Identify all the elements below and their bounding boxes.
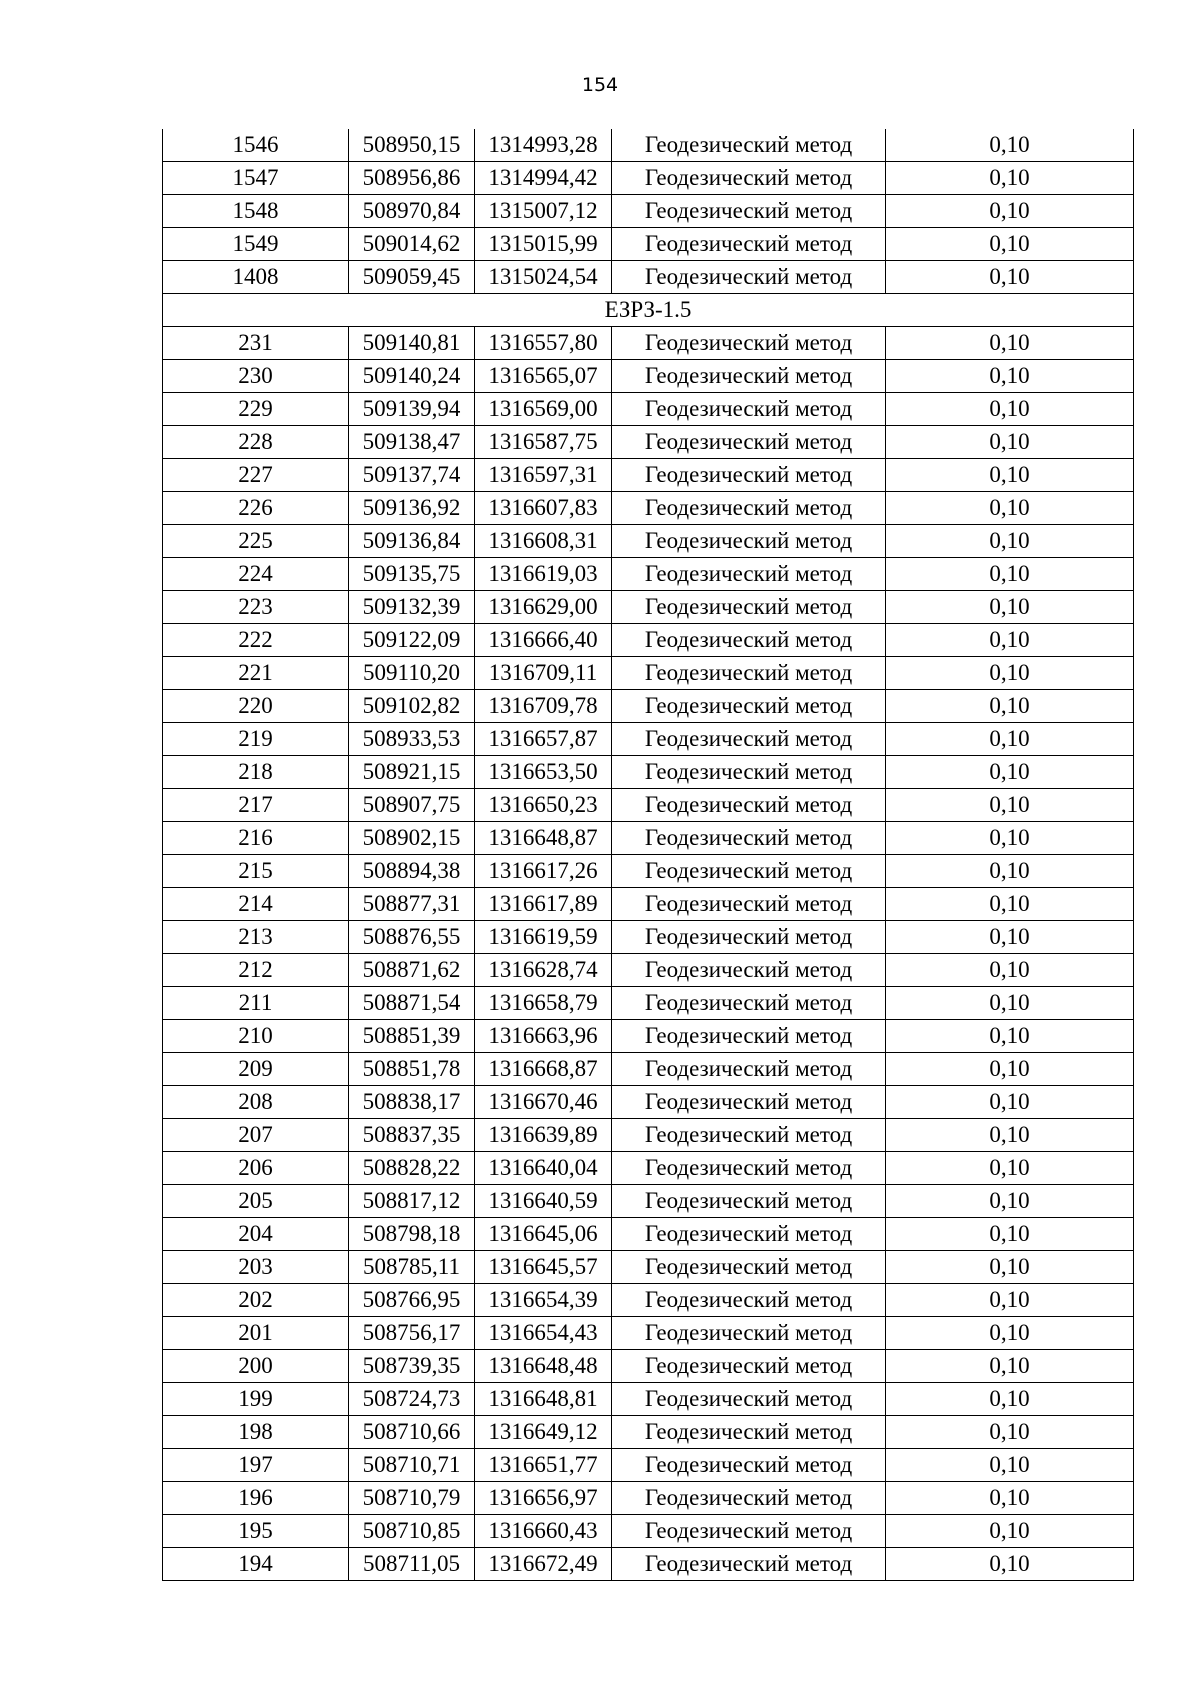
table-row [163, 228, 1134, 261]
x-coordinate-cell: 508921,15 [349, 756, 475, 789]
method-cell: Геодезический метод [612, 1086, 886, 1119]
table-row [163, 327, 1134, 360]
method-cell: Геодезический метод [612, 1251, 886, 1284]
point-number-cell: 221 [163, 657, 349, 690]
table-row [163, 723, 1134, 756]
x-coordinate-cell: 508710,66 [349, 1416, 475, 1449]
x-coordinate-cell: 509140,24 [349, 360, 475, 393]
table-row [163, 1482, 1134, 1515]
accuracy-cell: 0,10 [886, 855, 1134, 888]
y-coordinate-cell: 1316651,77 [475, 1449, 612, 1482]
table-row [163, 657, 1134, 690]
y-coordinate-cell: 1316619,59 [475, 921, 612, 954]
accuracy-cell: 0,10 [886, 1119, 1134, 1152]
accuracy-cell: 0,10 [886, 228, 1134, 261]
table-row [163, 426, 1134, 459]
table-row [163, 1053, 1134, 1086]
y-coordinate-cell: 1316709,78 [475, 690, 612, 723]
accuracy-cell: 0,10 [886, 360, 1134, 393]
table-row [163, 1416, 1134, 1449]
table-row [163, 459, 1134, 492]
accuracy-cell: 0,10 [886, 657, 1134, 690]
table-row [163, 162, 1134, 195]
table-row [163, 1152, 1134, 1185]
accuracy-cell: 0,10 [886, 822, 1134, 855]
point-number-cell: 204 [163, 1218, 349, 1251]
point-number-cell: 230 [163, 360, 349, 393]
y-coordinate-cell: 1314994,42 [475, 162, 612, 195]
point-number-cell: 1546 [163, 129, 349, 162]
accuracy-cell: 0,10 [886, 525, 1134, 558]
table-row [163, 888, 1134, 921]
x-coordinate-cell: 508766,95 [349, 1284, 475, 1317]
method-cell: Геодезический метод [612, 492, 886, 525]
table-row [163, 129, 1134, 162]
table-row [163, 1251, 1134, 1284]
y-coordinate-cell: 1314993,28 [475, 129, 612, 162]
table-row [163, 1449, 1134, 1482]
x-coordinate-cell: 508876,55 [349, 921, 475, 954]
x-coordinate-cell: 508710,71 [349, 1449, 475, 1482]
point-number-cell: 198 [163, 1416, 349, 1449]
table-row [163, 1218, 1134, 1251]
y-coordinate-cell: 1316650,23 [475, 789, 612, 822]
method-cell: Геодезический метод [612, 723, 886, 756]
x-coordinate-cell: 509139,94 [349, 393, 475, 426]
point-number-cell: 203 [163, 1251, 349, 1284]
y-coordinate-cell: 1316569,00 [475, 393, 612, 426]
table-row [163, 360, 1134, 393]
point-number-cell: 195 [163, 1515, 349, 1548]
coordinates-table-body [163, 129, 1134, 1581]
x-coordinate-cell: 508851,39 [349, 1020, 475, 1053]
x-coordinate-cell: 508710,79 [349, 1482, 475, 1515]
method-cell: Геодезический метод [612, 690, 886, 723]
x-coordinate-cell: 509014,62 [349, 228, 475, 261]
accuracy-cell: 0,10 [886, 1152, 1134, 1185]
x-coordinate-cell: 509132,39 [349, 591, 475, 624]
accuracy-cell: 0,10 [886, 1185, 1134, 1218]
y-coordinate-cell: 1316557,80 [475, 327, 612, 360]
method-cell: Геодезический метод [612, 393, 886, 426]
point-number-cell: 207 [163, 1119, 349, 1152]
table-row [163, 1383, 1134, 1416]
y-coordinate-cell: 1316666,40 [475, 624, 612, 657]
x-coordinate-cell: 508871,62 [349, 954, 475, 987]
point-number-cell: 211 [163, 987, 349, 1020]
y-coordinate-cell: 1316668,87 [475, 1053, 612, 1086]
point-number-cell: 218 [163, 756, 349, 789]
x-coordinate-cell: 508894,38 [349, 855, 475, 888]
point-number-cell: 199 [163, 1383, 349, 1416]
method-cell: Геодезический метод [612, 129, 886, 162]
point-number-cell: 209 [163, 1053, 349, 1086]
x-coordinate-cell: 508851,78 [349, 1053, 475, 1086]
section-title: ЕЗРЗ-1.5 [163, 294, 1134, 327]
x-coordinate-cell: 508933,53 [349, 723, 475, 756]
x-coordinate-cell: 509138,47 [349, 426, 475, 459]
y-coordinate-cell: 1316660,43 [475, 1515, 612, 1548]
point-number-cell: 206 [163, 1152, 349, 1185]
y-coordinate-cell: 1316645,57 [475, 1251, 612, 1284]
y-coordinate-cell: 1316656,97 [475, 1482, 612, 1515]
y-coordinate-cell: 1316654,43 [475, 1317, 612, 1350]
method-cell: Геодезический метод [612, 360, 886, 393]
point-number-cell: 228 [163, 426, 349, 459]
point-number-cell: 201 [163, 1317, 349, 1350]
x-coordinate-cell: 509136,84 [349, 525, 475, 558]
x-coordinate-cell: 509137,74 [349, 459, 475, 492]
method-cell: Геодезический метод [612, 1416, 886, 1449]
table-row [163, 624, 1134, 657]
point-number-cell: 1408 [163, 261, 349, 294]
y-coordinate-cell: 1316639,89 [475, 1119, 612, 1152]
method-cell: Геодезический метод [612, 789, 886, 822]
section-header-row [163, 294, 1134, 327]
accuracy-cell: 0,10 [886, 1482, 1134, 1515]
x-coordinate-cell: 508838,17 [349, 1086, 475, 1119]
accuracy-cell: 0,10 [886, 426, 1134, 459]
x-coordinate-cell: 509102,82 [349, 690, 475, 723]
y-coordinate-cell: 1316672,49 [475, 1548, 612, 1581]
x-coordinate-cell: 508711,05 [349, 1548, 475, 1581]
y-coordinate-cell: 1316565,07 [475, 360, 612, 393]
y-coordinate-cell: 1315024,54 [475, 261, 612, 294]
point-number-cell: 1547 [163, 162, 349, 195]
table-row [163, 855, 1134, 888]
x-coordinate-cell: 509110,20 [349, 657, 475, 690]
point-number-cell: 200 [163, 1350, 349, 1383]
point-number-cell: 215 [163, 855, 349, 888]
y-coordinate-cell: 1316645,06 [475, 1218, 612, 1251]
table-row [163, 492, 1134, 525]
method-cell: Геодезический метод [612, 426, 886, 459]
method-cell: Геодезический метод [612, 1449, 886, 1482]
table-row [163, 1119, 1134, 1152]
table-row [163, 987, 1134, 1020]
table-row [163, 1350, 1134, 1383]
y-coordinate-cell: 1315007,12 [475, 195, 612, 228]
accuracy-cell: 0,10 [886, 1548, 1134, 1581]
point-number-cell: 217 [163, 789, 349, 822]
accuracy-cell: 0,10 [886, 558, 1134, 591]
x-coordinate-cell: 508798,18 [349, 1218, 475, 1251]
y-coordinate-cell: 1316629,00 [475, 591, 612, 624]
accuracy-cell: 0,10 [886, 195, 1134, 228]
point-number-cell: 212 [163, 954, 349, 987]
x-coordinate-cell: 508902,15 [349, 822, 475, 855]
table-row [163, 261, 1134, 294]
method-cell: Геодезический метод [612, 822, 886, 855]
x-coordinate-cell: 509122,09 [349, 624, 475, 657]
accuracy-cell: 0,10 [886, 1020, 1134, 1053]
table-row [163, 558, 1134, 591]
accuracy-cell: 0,10 [886, 1449, 1134, 1482]
method-cell: Геодезический метод [612, 1482, 886, 1515]
method-cell: Геодезический метод [612, 954, 886, 987]
x-coordinate-cell: 508756,17 [349, 1317, 475, 1350]
table-row [163, 690, 1134, 723]
method-cell: Геодезический метод [612, 1053, 886, 1086]
point-number-cell: 225 [163, 525, 349, 558]
method-cell: Геодезический метод [612, 591, 886, 624]
x-coordinate-cell: 508785,11 [349, 1251, 475, 1284]
point-number-cell: 202 [163, 1284, 349, 1317]
y-coordinate-cell: 1316617,89 [475, 888, 612, 921]
point-number-cell: 226 [163, 492, 349, 525]
y-coordinate-cell: 1316709,11 [475, 657, 612, 690]
x-coordinate-cell: 508871,54 [349, 987, 475, 1020]
accuracy-cell: 0,10 [886, 1251, 1134, 1284]
table-row [163, 1515, 1134, 1548]
accuracy-cell: 0,10 [886, 1383, 1134, 1416]
accuracy-cell: 0,10 [886, 624, 1134, 657]
accuracy-cell: 0,10 [886, 393, 1134, 426]
point-number-cell: 229 [163, 393, 349, 426]
accuracy-cell: 0,10 [886, 756, 1134, 789]
table-row [163, 195, 1134, 228]
x-coordinate-cell: 508877,31 [349, 888, 475, 921]
point-number-cell: 196 [163, 1482, 349, 1515]
x-coordinate-cell: 508828,22 [349, 1152, 475, 1185]
point-number-cell: 216 [163, 822, 349, 855]
accuracy-cell: 0,10 [886, 1317, 1134, 1350]
accuracy-cell: 0,10 [886, 888, 1134, 921]
method-cell: Геодезический метод [612, 987, 886, 1020]
accuracy-cell: 0,10 [886, 690, 1134, 723]
table-row [163, 1548, 1134, 1581]
accuracy-cell: 0,10 [886, 723, 1134, 756]
x-coordinate-cell: 508710,85 [349, 1515, 475, 1548]
accuracy-cell: 0,10 [886, 1284, 1134, 1317]
method-cell: Геодезический метод [612, 1515, 886, 1548]
y-coordinate-cell: 1316607,83 [475, 492, 612, 525]
x-coordinate-cell: 509059,45 [349, 261, 475, 294]
method-cell: Геодезический метод [612, 1350, 886, 1383]
table-row [163, 954, 1134, 987]
table-row [163, 1185, 1134, 1218]
accuracy-cell: 0,10 [886, 492, 1134, 525]
point-number-cell: 219 [163, 723, 349, 756]
x-coordinate-cell: 508956,86 [349, 162, 475, 195]
y-coordinate-cell: 1316653,50 [475, 756, 612, 789]
x-coordinate-cell: 508907,75 [349, 789, 475, 822]
point-number-cell: 227 [163, 459, 349, 492]
x-coordinate-cell: 508950,15 [349, 129, 475, 162]
point-number-cell: 214 [163, 888, 349, 921]
method-cell: Геодезический метод [612, 162, 886, 195]
x-coordinate-cell: 509136,92 [349, 492, 475, 525]
method-cell: Геодезический метод [612, 195, 886, 228]
y-coordinate-cell: 1316648,87 [475, 822, 612, 855]
y-coordinate-cell: 1316597,31 [475, 459, 612, 492]
method-cell: Геодезический метод [612, 327, 886, 360]
accuracy-cell: 0,10 [886, 1350, 1134, 1383]
accuracy-cell: 0,10 [886, 261, 1134, 294]
accuracy-cell: 0,10 [886, 1218, 1134, 1251]
table-row [163, 591, 1134, 624]
method-cell: Геодезический метод [612, 624, 886, 657]
method-cell: Геодезический метод [612, 1218, 886, 1251]
x-coordinate-cell: 508739,35 [349, 1350, 475, 1383]
method-cell: Геодезический метод [612, 1548, 886, 1581]
accuracy-cell: 0,10 [886, 1515, 1134, 1548]
accuracy-cell: 0,10 [886, 327, 1134, 360]
x-coordinate-cell: 508970,84 [349, 195, 475, 228]
table-row [163, 1086, 1134, 1119]
page-number: 154 [581, 74, 619, 96]
method-cell: Геодезический метод [612, 1119, 886, 1152]
point-number-cell: 213 [163, 921, 349, 954]
point-number-cell: 1548 [163, 195, 349, 228]
point-number-cell: 1549 [163, 228, 349, 261]
method-cell: Геодезический метод [612, 1185, 886, 1218]
y-coordinate-cell: 1316648,48 [475, 1350, 612, 1383]
y-coordinate-cell: 1316657,87 [475, 723, 612, 756]
method-cell: Геодезический метод [612, 261, 886, 294]
point-number-cell: 224 [163, 558, 349, 591]
accuracy-cell: 0,10 [886, 162, 1134, 195]
accuracy-cell: 0,10 [886, 459, 1134, 492]
y-coordinate-cell: 1316648,81 [475, 1383, 612, 1416]
accuracy-cell: 0,10 [886, 789, 1134, 822]
method-cell: Геодезический метод [612, 1152, 886, 1185]
accuracy-cell: 0,10 [886, 129, 1134, 162]
method-cell: Геодезический метод [612, 855, 886, 888]
point-number-cell: 210 [163, 1020, 349, 1053]
y-coordinate-cell: 1316654,39 [475, 1284, 612, 1317]
table-row [163, 921, 1134, 954]
accuracy-cell: 0,10 [886, 1416, 1134, 1449]
point-number-cell: 222 [163, 624, 349, 657]
coordinates-table [162, 129, 1134, 1581]
method-cell: Геодезический метод [612, 756, 886, 789]
y-coordinate-cell: 1316663,96 [475, 1020, 612, 1053]
y-coordinate-cell: 1316640,04 [475, 1152, 612, 1185]
accuracy-cell: 0,10 [886, 591, 1134, 624]
table-row [163, 393, 1134, 426]
point-number-cell: 205 [163, 1185, 349, 1218]
method-cell: Геодезический метод [612, 558, 886, 591]
accuracy-cell: 0,10 [886, 921, 1134, 954]
y-coordinate-cell: 1316649,12 [475, 1416, 612, 1449]
accuracy-cell: 0,10 [886, 987, 1134, 1020]
method-cell: Геодезический метод [612, 1020, 886, 1053]
method-cell: Геодезический метод [612, 1317, 886, 1350]
accuracy-cell: 0,10 [886, 1053, 1134, 1086]
method-cell: Геодезический метод [612, 459, 886, 492]
table-row [163, 756, 1134, 789]
y-coordinate-cell: 1316617,26 [475, 855, 612, 888]
y-coordinate-cell: 1316608,31 [475, 525, 612, 558]
point-number-cell: 220 [163, 690, 349, 723]
x-coordinate-cell: 508724,73 [349, 1383, 475, 1416]
point-number-cell: 197 [163, 1449, 349, 1482]
x-coordinate-cell: 508837,35 [349, 1119, 475, 1152]
x-coordinate-cell: 508817,12 [349, 1185, 475, 1218]
method-cell: Геодезический метод [612, 657, 886, 690]
point-number-cell: 231 [163, 327, 349, 360]
y-coordinate-cell: 1316640,59 [475, 1185, 612, 1218]
x-coordinate-cell: 509135,75 [349, 558, 475, 591]
table-row [163, 1020, 1134, 1053]
x-coordinate-cell: 509140,81 [349, 327, 475, 360]
method-cell: Геодезический метод [612, 228, 886, 261]
y-coordinate-cell: 1316658,79 [475, 987, 612, 1020]
method-cell: Геодезический метод [612, 1284, 886, 1317]
point-number-cell: 208 [163, 1086, 349, 1119]
table-row [163, 822, 1134, 855]
table-row [163, 525, 1134, 558]
table-row [163, 1284, 1134, 1317]
method-cell: Геодезический метод [612, 921, 886, 954]
method-cell: Геодезический метод [612, 888, 886, 921]
y-coordinate-cell: 1316619,03 [475, 558, 612, 591]
y-coordinate-cell: 1315015,99 [475, 228, 612, 261]
accuracy-cell: 0,10 [886, 1086, 1134, 1119]
point-number-cell: 223 [163, 591, 349, 624]
table-row [163, 1317, 1134, 1350]
table-row [163, 789, 1134, 822]
method-cell: Геодезический метод [612, 1383, 886, 1416]
accuracy-cell: 0,10 [886, 954, 1134, 987]
method-cell: Геодезический метод [612, 525, 886, 558]
y-coordinate-cell: 1316628,74 [475, 954, 612, 987]
point-number-cell: 194 [163, 1548, 349, 1581]
y-coordinate-cell: 1316670,46 [475, 1086, 612, 1119]
y-coordinate-cell: 1316587,75 [475, 426, 612, 459]
